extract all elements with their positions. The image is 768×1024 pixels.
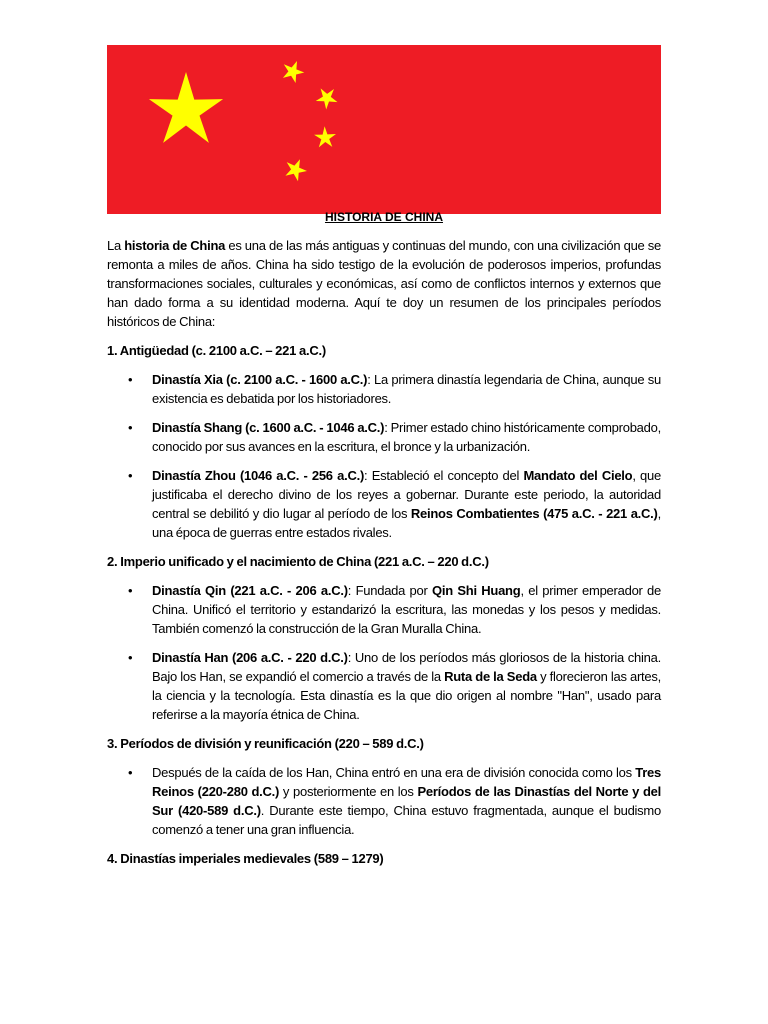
- section-heading-3: 3. Períodos de división y reunificación (220 – 589 d.C.): [107, 736, 424, 751]
- intro-text-1: La: [107, 238, 125, 253]
- list-item-bold: Períodos de las Dinastías del Norte y del Sur (420-589 d.C.): [152, 784, 661, 818]
- bullet-list-3: [107, 763, 661, 839]
- list-item-text: : La primera dinastía legendaria de China, aunque su existencia es debatida por los historiadores.: [152, 372, 661, 406]
- list-item-bold: Qin Shi Huang: [432, 583, 521, 598]
- intro-bold-1: historia de China: [124, 238, 226, 253]
- bullet-icon: •: [128, 372, 133, 387]
- list-item-bold: Dinastía Han (206 a.C. - 220 d.C.): [152, 650, 348, 665]
- list-item-bold: Dinastía Zhou (1046 a.C. - 256 a.C.): [152, 468, 365, 483]
- list-item: [107, 466, 661, 542]
- list-item-bold: Mandato del Cielo: [523, 468, 633, 483]
- bullet-icon: •: [128, 583, 133, 598]
- list-item-text: , que justificaba el derecho divino de los reyes a gobernar. Durante este periodo, la autoridad central se debilitó y dio lugar al período de los: [152, 468, 661, 521]
- flag-background: [107, 45, 661, 214]
- list-item-bold: Tres Reinos (220-280 d.C.): [152, 765, 661, 799]
- document-body: [107, 236, 661, 868]
- list-item-text: , el primer emperador de China. Unificó el territorio y estandarizó la escritura, las monedas y los pesos y medidas. También comenzó la construcción de la Gran Muralla China.: [152, 583, 662, 636]
- section-heading-2: 2. Imperio unificado y el nacimiento de China (221 a.C. – 220 d.C.): [107, 554, 489, 569]
- list-item-bold: Dinastía Shang (c. 1600 a.C. - 1046 a.C.): [152, 420, 385, 435]
- document-title: HISTORIA DE CHINA: [324, 210, 443, 224]
- list-item-text: , una época de guerras entre estados rivales.: [152, 506, 662, 540]
- document-page: [107, 45, 661, 878]
- list-item-text: y florecieron las artes, la ciencia y la tecnología. Esta dinastía es la que dio origen al nombre "Han", usado para referirse a la mayoría étnica de China.: [152, 669, 662, 722]
- section-heading-1: 1. Antigüedad (c. 2100 a.C. – 221 a.C.): [107, 343, 326, 358]
- bullet-list-2: [107, 581, 661, 724]
- intro-text-2: es una de las más antiguas y continuas del mundo, con una civilización que se remonta a miles de años. China ha sido testigo de la evolución de poderosos imperios, profundas transformaciones sociales, culturales y económicas, así como de conflictos internos y externos que han dado forma a su identidad moderna. Aquí te doy un resumen de los principales períodos históricos de China:: [107, 238, 661, 329]
- list-item-bold: Ruta de la Seda: [444, 669, 537, 684]
- list-item-text: : Estableció el concepto del: [364, 468, 524, 483]
- list-item-bold: Dinastía Qin (221 a.C. - 206 a.C.): [152, 583, 348, 598]
- china-flag-image: [107, 45, 661, 214]
- bullet-icon: •: [128, 420, 133, 435]
- list-item-bold: Dinastía Xia (c. 2100 a.C. - 1600 a.C.): [152, 372, 368, 387]
- list-item-text: y posteriormente en los: [279, 784, 418, 799]
- list-item: [107, 370, 661, 408]
- list-item: [107, 763, 661, 839]
- bullet-list-1: [107, 370, 661, 542]
- list-item-text: : Fundada por: [347, 583, 433, 598]
- list-item: [107, 418, 661, 456]
- list-item-text: . Durante este tiempo, China estuvo fragmentada, aunque el budismo comenzó a tener una gran influencia.: [152, 803, 661, 837]
- bullet-icon: •: [128, 468, 133, 483]
- bullet-icon: •: [128, 765, 133, 780]
- list-item-text: : Primer estado chino históricamente comprobado, conocido por sus avances en la escritura, el bronce y la urbanización.: [152, 420, 661, 454]
- bullet-icon: •: [128, 650, 133, 665]
- list-item-bold: Reinos Combatientes (475 a.C. - 221 a.C.): [410, 506, 658, 521]
- list-item: [107, 648, 661, 724]
- list-item-text: : Uno de los períodos más gloriosos de la historia china. Bajo los Han, se expandió el comercio a través de la: [152, 650, 661, 684]
- list-item-text: Después de la caída de los Han, China entró en una era de división conocida como los: [152, 765, 636, 780]
- list-item: [107, 581, 661, 638]
- section-heading-4: 4. Dinastías imperiales medievales (589 – 1279): [107, 851, 384, 866]
- intro-paragraph: [107, 236, 661, 331]
